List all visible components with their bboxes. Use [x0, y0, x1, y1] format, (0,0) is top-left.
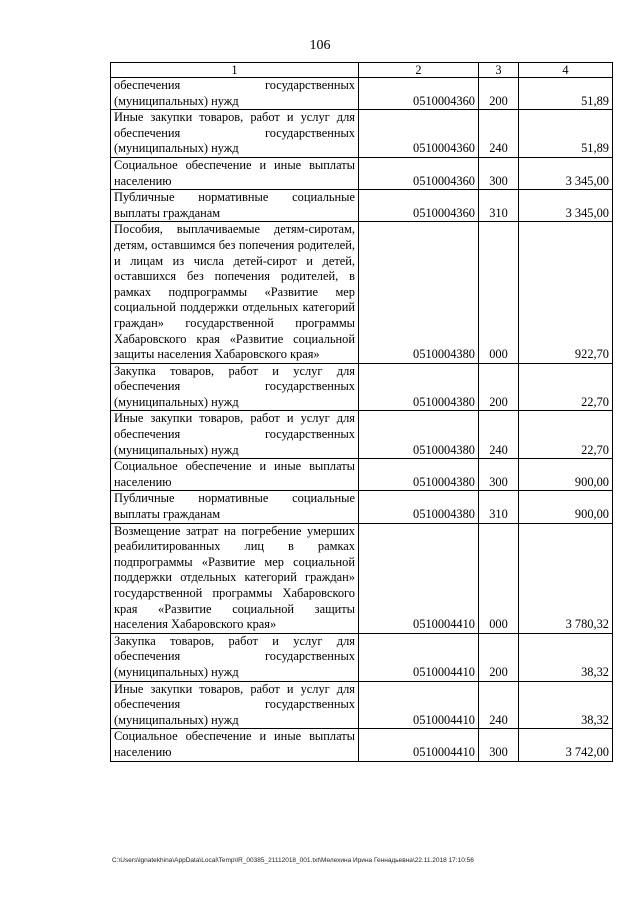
row-code: 0510004410 — [359, 523, 479, 633]
table-header — [111, 63, 613, 78]
row-type: 310 — [479, 190, 519, 222]
header-col-3: 3 — [479, 63, 519, 78]
row-type: 240 — [479, 110, 519, 158]
row-amount: 3 780,32 — [519, 523, 613, 633]
footer-file-path: C:\Users\lgnatekhina\AppData\Local\Temp\IR_00385_21112018_001.txt\Мелехина Ирина Геннадьевна\22.11.2018 17:10:56 — [112, 857, 474, 864]
row-code: 0510004380 — [359, 491, 479, 523]
row-name: Публичные нормативные социальные выплаты гражданам — [111, 190, 359, 222]
table-row — [111, 459, 613, 491]
row-name: Закупка товаров, работ и услуг для обеспечения государственных (муниципальных) нужд — [111, 363, 359, 411]
header-col-2: 2 — [359, 63, 479, 78]
row-name: Социальное обеспечение и иные выплаты населению — [111, 157, 359, 189]
table-row — [111, 363, 613, 411]
table-row — [111, 190, 613, 222]
row-type: 300 — [479, 729, 519, 761]
header-col-1: 1 — [111, 63, 359, 78]
table-row — [111, 78, 613, 110]
row-amount: 38,32 — [519, 633, 613, 681]
table-row — [111, 633, 613, 681]
budget-table — [110, 62, 613, 762]
table-row — [111, 681, 613, 729]
row-type: 300 — [479, 459, 519, 491]
row-type: 300 — [479, 157, 519, 189]
row-name: Социальное обеспечение и иные выплаты населению — [111, 729, 359, 761]
row-name: Возмещение затрат на погребение умерших реабилитированных лиц в рамках подпрограммы «Развитие мер социальной поддержки отдельных категорий граждан» государственной программы Хабаровского края «Развитие социальной защиты населения Хабаровского края» — [111, 523, 359, 633]
row-name: Социальное обеспечение и иные выплаты населению — [111, 459, 359, 491]
row-amount: 922,70 — [519, 222, 613, 363]
row-type: 200 — [479, 78, 519, 110]
row-amount: 51,89 — [519, 78, 613, 110]
row-amount: 900,00 — [519, 459, 613, 491]
row-type: 200 — [479, 633, 519, 681]
table-row — [111, 523, 613, 633]
header-row — [111, 63, 613, 78]
row-amount: 22,70 — [519, 363, 613, 411]
row-amount: 38,32 — [519, 681, 613, 729]
row-code: 0510004410 — [359, 633, 479, 681]
row-name: Закупка товаров, работ и услуг для обеспечения государственных (муниципальных) нужд — [111, 633, 359, 681]
row-code: 0510004360 — [359, 190, 479, 222]
row-name: Публичные нормативные социальные выплаты гражданам — [111, 491, 359, 523]
row-name: Иные закупки товаров, работ и услуг для обеспечения государственных (муниципальных) нужд — [111, 110, 359, 158]
row-code: 0510004380 — [359, 459, 479, 491]
table-row — [111, 411, 613, 459]
row-code: 0510004380 — [359, 222, 479, 363]
row-type: 200 — [479, 363, 519, 411]
row-type: 310 — [479, 491, 519, 523]
row-name: Пособия, выплачиваемые детям-сиротам, детям, оставшимся без попечения родителей, и лицам из числа детей-сирот и детей, оставшихся без попечения родителей, в рамках подпрограммы «Развитие мер социальной поддержки отдельных категорий граждан» государственной программы Хабаровского края «Развитие социальной защиты населения Хабаровского края» — [111, 222, 359, 363]
row-code: 0510004360 — [359, 110, 479, 158]
row-amount: 3 345,00 — [519, 157, 613, 189]
row-amount: 3 345,00 — [519, 190, 613, 222]
row-code: 0510004360 — [359, 157, 479, 189]
table-body — [111, 78, 613, 762]
row-type: 000 — [479, 222, 519, 363]
row-name: обеспечения государственных (муниципальных) нужд — [111, 78, 359, 110]
row-code: 0510004380 — [359, 411, 479, 459]
row-type: 240 — [479, 681, 519, 729]
table-row — [111, 729, 613, 761]
row-code: 0510004360 — [359, 78, 479, 110]
row-name: Иные закупки товаров, работ и услуг для обеспечения государственных (муниципальных) нужд — [111, 411, 359, 459]
table-row — [111, 157, 613, 189]
header-col-4: 4 — [519, 63, 613, 78]
row-code: 0510004410 — [359, 729, 479, 761]
row-code: 0510004410 — [359, 681, 479, 729]
table-row — [111, 491, 613, 523]
row-code: 0510004380 — [359, 363, 479, 411]
page-number: 106 — [309, 38, 331, 53]
table-row — [111, 110, 613, 158]
row-amount: 22,70 — [519, 411, 613, 459]
row-type: 000 — [479, 523, 519, 633]
row-name: Иные закупки товаров, работ и услуг для обеспечения государственных (муниципальных) нужд — [111, 681, 359, 729]
row-amount: 51,89 — [519, 110, 613, 158]
row-type: 240 — [479, 411, 519, 459]
row-amount: 900,00 — [519, 491, 613, 523]
table-row — [111, 222, 613, 363]
row-amount: 3 742,00 — [519, 729, 613, 761]
